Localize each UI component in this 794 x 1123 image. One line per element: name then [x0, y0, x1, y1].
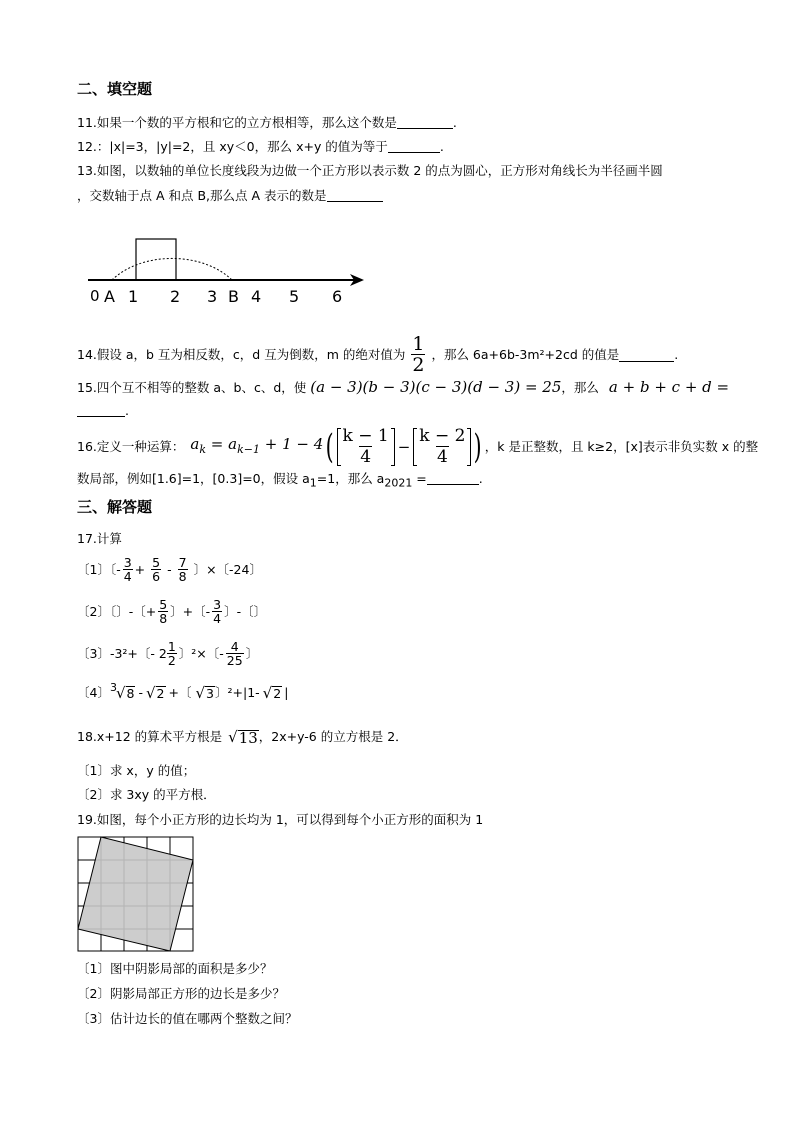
question-17-part-4 — [77, 681, 289, 702]
question-18 — [77, 728, 408, 746]
fraction-3-4 — [212, 598, 222, 625]
fraction-numerator: 5 — [159, 597, 168, 612]
radicand-8: 8 — [126, 685, 135, 701]
part-3-mid: 〕²×〔- — [178, 645, 224, 661]
question-12-end: . — [439, 139, 444, 154]
answer-blank[interactable] — [397, 115, 453, 129]
mixed-fraction-part — [167, 640, 177, 667]
part-3-end: 〕 — [245, 645, 259, 661]
question-17-part-1 — [77, 556, 262, 583]
fraction-numerator: k − 2 — [419, 426, 466, 446]
answer-blank[interactable] — [388, 139, 440, 153]
floor-bracket-right-icon — [467, 428, 471, 466]
question-16-line2 — [77, 470, 483, 493]
fraction-one-half — [411, 334, 425, 375]
question-15-sum-expression: a + b + c + d = — [608, 378, 730, 396]
fraction-5-6 — [151, 556, 161, 583]
radical-icon: √ — [115, 684, 126, 702]
section-title-answer: 三、解答题 — [77, 498, 153, 516]
op-plus: + — [134, 561, 146, 577]
term-a: a — [190, 434, 200, 453]
question-16-pre: 16.定义一种运算： — [77, 438, 185, 454]
part-4-mid: 〕²+|1- — [215, 685, 260, 700]
bracket-left-icon: ( — [325, 426, 334, 467]
question-19-sub-3: 〔3〕估计边长的值在哪两个整数之间？ — [77, 1011, 298, 1026]
floor-bracket-left-icon — [413, 428, 417, 466]
fraction-k-minus-1-over-4 — [342, 426, 390, 467]
fraction-5-8 — [158, 598, 168, 625]
axis-label-4: 4 — [251, 287, 262, 306]
question-15 — [77, 378, 729, 397]
question-15-line2 — [77, 402, 129, 420]
axis-label-2: 2 — [170, 287, 181, 306]
axis-label-1: 1 — [128, 287, 139, 306]
question-18-pre: 18.x+12 的算术平方根是 — [77, 729, 223, 744]
radicand-3: 3 — [206, 685, 214, 701]
part-4-end: | — [284, 685, 289, 700]
part-4-label: 〔4〕 — [77, 685, 110, 700]
question-13-line2 — [77, 187, 383, 205]
axis-label-6: 6 — [332, 287, 343, 306]
part-2-mid: 〕+〔- — [170, 603, 211, 619]
radical-icon: √ — [195, 684, 206, 702]
fraction-numerator: k − 1 — [342, 426, 389, 446]
question-19-text: 19.如图，每个小正方形的边长均为 1，可以得到每个小正方形的面积为 1 — [77, 812, 484, 827]
axis-label-A: A — [104, 287, 115, 306]
answer-blank[interactable] — [77, 403, 125, 417]
recurrence-formula — [190, 435, 323, 459]
part-1-end: 〕×〔-24〕 — [193, 561, 262, 577]
answer-blank[interactable] — [427, 471, 479, 485]
answer-blank[interactable] — [327, 188, 383, 202]
question-16 — [77, 426, 758, 467]
subscript-k: k — [199, 442, 207, 456]
fraction-denominator: 4 — [213, 611, 222, 626]
fraction-numerator: 4 — [230, 639, 239, 654]
question-13-line1: 13.如图，以数轴的单位长度线段为边做一个正方形以表示数 2 的点为圆心，正方形对角线长为半径画半圆 — [77, 163, 663, 178]
question-14-end: . — [674, 346, 679, 362]
question-18-post: ，2x+y-6 的立方根是 2． — [258, 729, 408, 744]
fraction-denominator: 8 — [178, 569, 187, 584]
radical-icon: √ — [145, 684, 156, 702]
fraction-7-8 — [178, 556, 188, 583]
question-16-end: . — [478, 471, 483, 486]
radical-icon: √ — [262, 684, 273, 702]
question-16-post: ，k 是正整数，且 k≥2，[x]表示非负实数 x 的整 — [484, 438, 759, 454]
section-title-fill-in: 二、填空题 — [77, 80, 153, 98]
number-line-figure — [84, 224, 374, 308]
fraction-numerator: 5 — [152, 555, 161, 570]
part-2-label: 〔2〕〔〕-〔+ — [77, 603, 157, 619]
fraction-denominator: 4 — [123, 569, 132, 584]
axis-label-5: 5 — [289, 287, 300, 306]
fraction-denominator: 8 — [159, 611, 168, 626]
question-12-text: 12.：|x|=3，|y|=2，且 xy＜0，那么 x+y 的值为等于 — [77, 139, 388, 154]
floor-bracket-left-icon — [337, 428, 341, 466]
axis-label-0: 0 — [90, 287, 100, 305]
fraction-denominator: 6 — [152, 569, 161, 584]
bracket-right-icon: ) — [474, 426, 483, 467]
question-16-line2-mid: =1，那么 a — [316, 471, 385, 486]
fraction-denominator: 4 — [360, 447, 372, 467]
part-1-label: 〔1〕〔- — [77, 561, 121, 577]
subscript-2021: 2021 — [384, 476, 413, 490]
question-18-sub-1: 〔1〕求 x，y 的值； — [77, 763, 196, 778]
radicand-13: 13 — [238, 728, 258, 747]
fraction-k-minus-2-over-4 — [418, 426, 466, 467]
question-16-line2-pre: 数局部，例如[1.6]=1，[0.3]=0，假设 a — [77, 471, 310, 486]
fraction-numerator: 7 — [178, 555, 187, 570]
axis-label-3: 3 — [207, 287, 218, 306]
fraction-numerator: 1 — [412, 333, 425, 355]
fraction-3-4 — [123, 556, 133, 583]
question-15-pre: 15.四个互不相等的整数 a、b、c、d，使 — [77, 380, 307, 395]
part-3-label: 〔3〕-3²+〔- 2 — [77, 645, 167, 661]
question-14-post: ，那么 6a+6b-3m²+2cd 的值是 — [431, 346, 620, 362]
fraction-4-25 — [226, 640, 244, 667]
question-15-expression: (a − 3)(b − 3)(c − 3)(d − 3) = 25 — [310, 378, 562, 396]
question-11 — [77, 114, 457, 132]
cube-root-index: 3 — [109, 681, 117, 694]
question-17-title: 17.计算 — [77, 531, 122, 546]
formula-plus-part: + 1 − 4 — [264, 434, 324, 453]
formula-eq: = a — [210, 434, 238, 453]
fraction-denominator: 2 — [167, 653, 176, 668]
radical-icon: √ — [228, 728, 238, 746]
question-14 — [77, 334, 678, 375]
answer-blank[interactable] — [619, 348, 674, 362]
question-18-sub-2: 〔2〕求 3xy 的平方根． — [77, 787, 216, 802]
axis-label-B: B — [228, 287, 239, 306]
radicand-2: 2 — [273, 685, 282, 701]
floor-bracket-right-icon — [391, 428, 395, 466]
op-plus-paren: +〔 — [168, 685, 192, 700]
fraction-numerator: 3 — [123, 555, 132, 570]
grid-figure — [77, 836, 195, 952]
question-17-part-3 — [77, 640, 258, 667]
fraction-denominator: 4 — [436, 447, 448, 467]
question-19-sub-2: 〔2〕阴影局部正方形的边长是多少？ — [77, 986, 285, 1001]
question-11-text: 11.如果一个数的平方根和它的立方根相等，那么这个数是 — [77, 115, 397, 130]
subscript-k-minus-1: k−1 — [237, 442, 260, 456]
fraction-denominator: 25 — [226, 653, 243, 668]
question-11-end: . — [452, 115, 457, 130]
fraction-numerator: 3 — [213, 597, 222, 612]
question-17-part-2 — [77, 598, 266, 625]
question-12 — [77, 138, 444, 156]
op-minus: - — [138, 685, 143, 700]
fraction-numerator: 1 — [167, 639, 176, 654]
fraction-denominator: 2 — [412, 354, 425, 376]
op-minus: - — [167, 561, 172, 577]
question-15-end: . — [125, 403, 129, 418]
semicircle-arc — [112, 258, 232, 280]
question-16-line2-post: = — [412, 471, 427, 486]
question-19-sub-1: 〔1〕图中阴影局部的面积是多少？ — [77, 961, 273, 976]
question-15-mid: ，那么 — [561, 380, 599, 395]
subscript-1: 1 — [309, 476, 317, 490]
formula-minus: − — [397, 437, 411, 456]
radicand-2: 2 — [156, 685, 165, 701]
question-13-line2-text: ，交数轴于点 A 和点 B,那么点 A 表示的数是 — [77, 188, 327, 203]
question-14-pre: 14.假设 a，b 互为相反数，c，d 互为倒数，m 的绝对值为 — [77, 346, 406, 362]
part-2-end: 〕-〔〕 — [224, 603, 267, 619]
